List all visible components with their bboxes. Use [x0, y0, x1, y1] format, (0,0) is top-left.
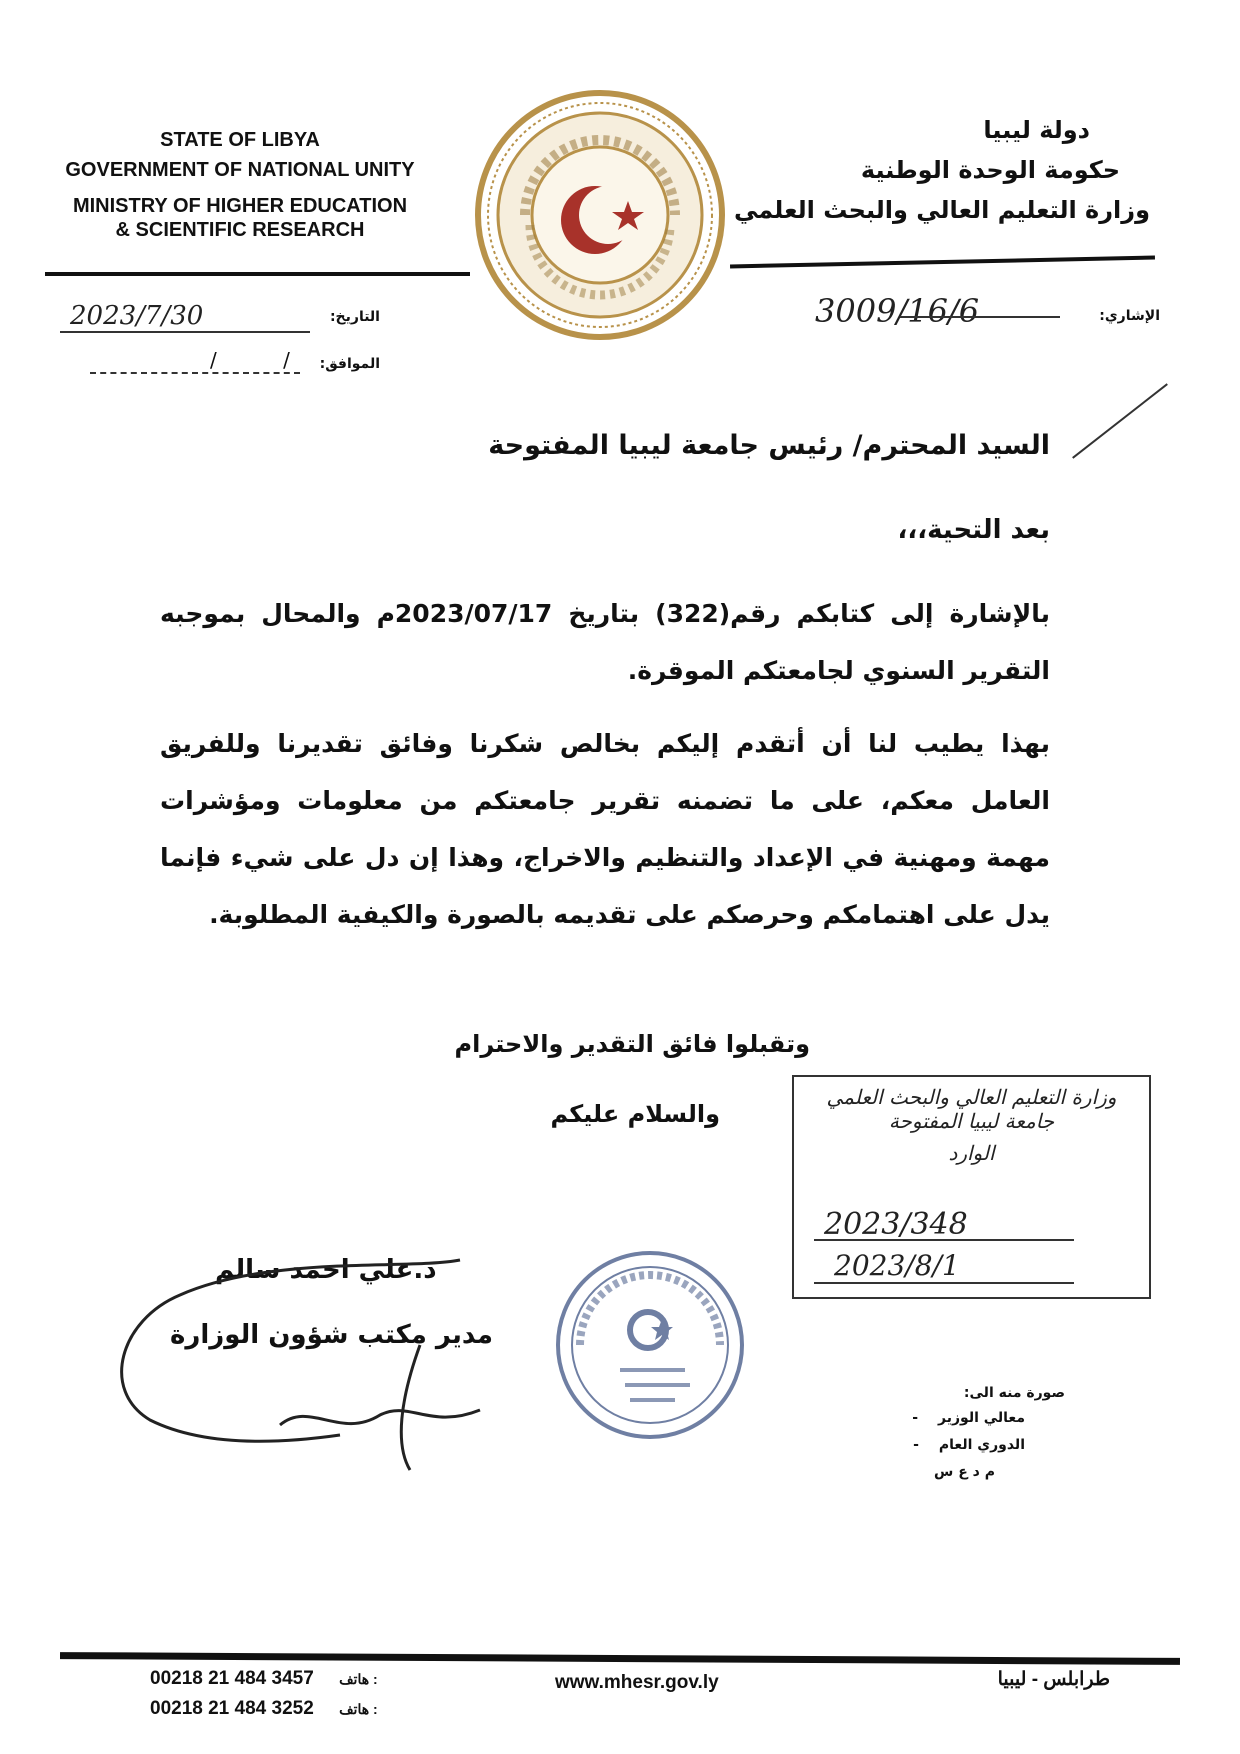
letter-salutation: السيد المحترم/ رئيس جامعة ليبيا المفتوحة: [488, 430, 1050, 461]
footer-phone-2-value: 00218 21 484 3252: [150, 1698, 314, 1719]
reference-label: الإشاري:: [1099, 308, 1160, 324]
header-ar-state: دولة ليبيا: [983, 116, 1090, 144]
english-letterhead: [40, 125, 440, 245]
date-label: التاريخ:: [329, 309, 380, 325]
footer-phone-1-value: 00218 21 484 3457: [150, 1668, 314, 1689]
related-underline: [90, 372, 300, 374]
stamp-incoming: الوارد: [948, 1141, 995, 1165]
related-value: / /: [210, 348, 320, 372]
reference-value: 3009/16/6: [815, 292, 980, 330]
footer-phone-2-label: هاتف :: [339, 1701, 378, 1717]
pen-slash-mark: [1072, 383, 1168, 458]
stamp-ref-value: 2023/348: [824, 1207, 968, 1242]
header-rule-right: [730, 256, 1155, 269]
letter-paragraph-2: بهذا يطيب لنا أن أتقدم إليكم بخالص شكرنا وفائق تقديرنا وللفريق العامل معكم، على ما تضمنه تقرير جامعتكم من معلومات ومؤشرات مهمة ومهنية في الإعداد والتنظيم والاخراج، وهذا إن دل على شيء فإنما يدل على اهتمامكم وحرصكم على تقديمه بالصورة والكيفية المطلوبة.: [160, 729, 1050, 929]
header-ar-government: حكومة الوحدة الوطنية: [860, 156, 1120, 184]
footer-phone-1-label: هاتف :: [339, 1671, 378, 1687]
header-ar-ministry: وزارة التعليم العالي والبحث العلمي: [733, 196, 1150, 224]
handwritten-signature: [80, 1240, 520, 1480]
signatory-name: د.علي احمد سالم: [215, 1255, 437, 1285]
signatory-title: مدير مكتب شؤون الوزارة: [170, 1320, 493, 1350]
related-label: الموافق:: [319, 356, 380, 372]
stamp-ministry: وزارة التعليم العالي والبحث العلمي: [826, 1085, 1117, 1109]
header-en-state: STATE OF LIBYA: [160, 129, 320, 151]
letter-paragraph-1: بالإشارة إلى كتابكم رقم(322) بتاريخ 2023/07/17م والمحال بموجبه التقرير السنوي لجامعتكم الموقرة.: [160, 599, 1051, 685]
header-en-research: & SCIENTIFIC RESEARCH: [115, 219, 365, 241]
footer-rule: [60, 1652, 1180, 1665]
date-underline: [60, 331, 310, 333]
cc-item-minister-label: معالي الوزير: [938, 1410, 1025, 1426]
header-en-ministry: MINISTRY OF HIGHER EDUCATION: [72, 195, 408, 217]
incoming-receipt-stamp: [792, 1075, 1151, 1299]
cc-item-abbrev: م د ع س: [934, 1464, 995, 1480]
stamp-ref-line: [814, 1239, 1074, 1241]
cc-item-minister: معالي الوزير-: [912, 1410, 1025, 1426]
office-round-stamp: [550, 1245, 750, 1445]
reference-strike: [900, 316, 1060, 318]
cc-item-general: الدوري العام-: [913, 1437, 1025, 1453]
footer-phone-2: [150, 1698, 378, 1720]
stamp-date-line: [814, 1282, 1074, 1284]
arabic-letterhead: [730, 110, 1150, 230]
header-en-government: GOVERNMENT OF NATIONAL UNITY: [65, 159, 415, 181]
closing-peace: والسلام عليكم: [550, 1100, 720, 1128]
stamp-university: جامعة ليبيا المفتوحة: [888, 1109, 1055, 1133]
cc-item-general-label: الدوري العام: [938, 1437, 1025, 1453]
footer-location: طرابلس - ليبيا: [997, 1669, 1110, 1690]
header-rule-left: [45, 272, 470, 276]
stamp-date-value: 2023/8/1: [834, 1249, 960, 1282]
footer-phone-1: [150, 1668, 378, 1690]
closing-respect: وتقبلوا فائق التقدير والاحترام: [454, 1030, 810, 1058]
letter-greeting: بعد التحية،،،: [897, 515, 1050, 545]
cc-heading: صورة منه الى:: [963, 1385, 1065, 1401]
ministry-emblem-seal: [470, 85, 730, 345]
date-value: 2023/7/30: [70, 301, 204, 331]
footer-website[interactable]: www.mhesr.gov.ly: [555, 1672, 719, 1693]
